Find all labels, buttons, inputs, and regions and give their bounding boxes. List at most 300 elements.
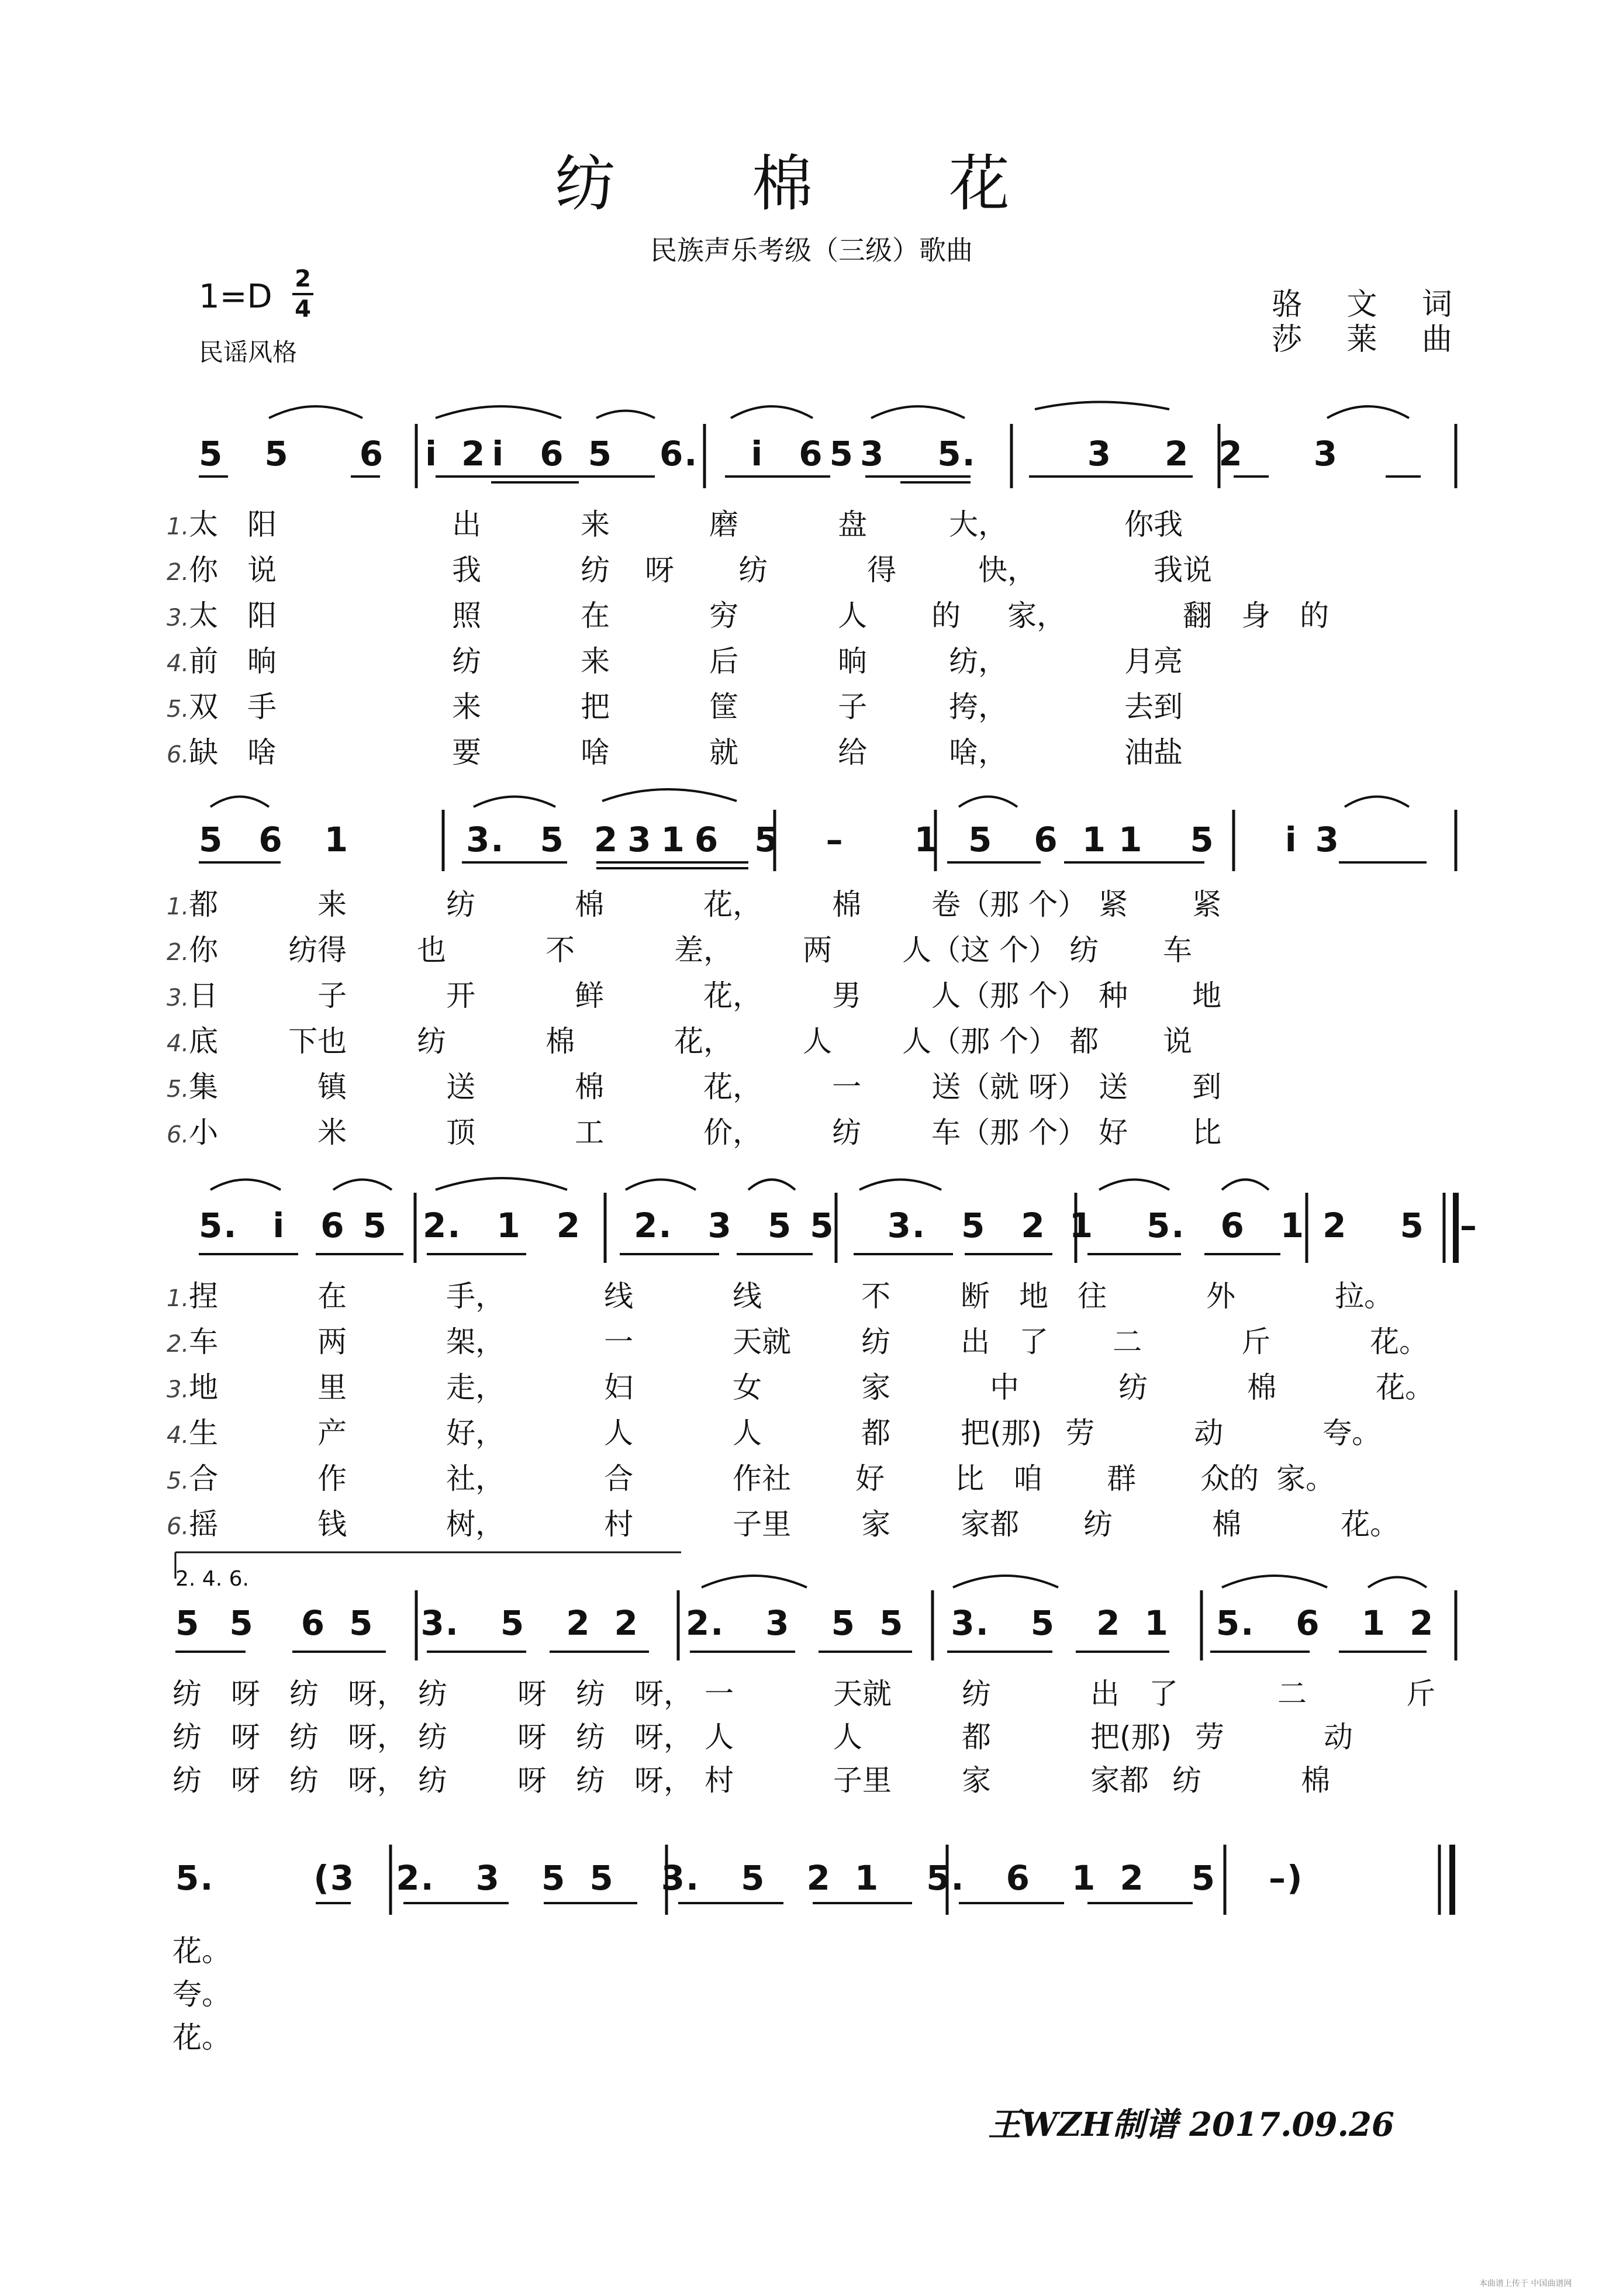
score-token: 纺得 (288, 933, 347, 967)
score-token: 前 (189, 644, 219, 678)
score-token: 好 (1099, 1116, 1128, 1149)
score-token: 底 (189, 1024, 219, 1058)
score-token: 女 (733, 1370, 762, 1404)
score-token: 你 (1124, 507, 1154, 541)
score-token: 斤 (1406, 1677, 1435, 1711)
score-token: 5. (167, 1468, 189, 1494)
score-token: 手 (247, 690, 277, 724)
score-token: 给 (838, 736, 868, 769)
score-token: 2 (1120, 1858, 1145, 1898)
score-token: 呀 (231, 1763, 260, 1797)
score-token: 5 (500, 1603, 526, 1643)
score-token: 花。 (1341, 1507, 1400, 1541)
score-token: 纺 (861, 1325, 891, 1359)
score-token: 照 (452, 599, 482, 633)
verse-1 (167, 883, 1221, 928)
score-token: 6 (1034, 820, 1059, 859)
score-token: 1 (1144, 1603, 1169, 1643)
score-token: 作社 (733, 1462, 792, 1496)
score-token: 人 (733, 1416, 762, 1450)
score-token: 5. (926, 1858, 965, 1898)
score-token: 家 (962, 1763, 991, 1797)
score-token: 价， (703, 1116, 762, 1149)
score-token: 动 (1324, 1720, 1353, 1754)
score-token: 的 (931, 599, 961, 633)
verse-4 (167, 1020, 1221, 1065)
score-token: i (751, 434, 764, 474)
verse-3 (167, 974, 1221, 1020)
score-token: 到 (1154, 690, 1183, 724)
score-token: 身 (1241, 599, 1271, 633)
score-token: 纺 (738, 553, 768, 587)
verse-6 (167, 1503, 1434, 1548)
score-token: 日 (189, 979, 219, 1013)
score-token: 3 (475, 1858, 501, 1898)
score-token: 5 (541, 1858, 567, 1898)
score-token: 比 (955, 1462, 985, 1496)
score-token: 呀， (634, 1720, 693, 1754)
score-token: 6 (1296, 1603, 1321, 1643)
score-token: 都 (1069, 1024, 1099, 1058)
score-token: 5. (167, 1076, 189, 1103)
system-5-notes (175, 1858, 1304, 1898)
score-token: 人 (705, 1720, 734, 1754)
score-token: 纺 (1118, 1370, 1148, 1404)
score-token: 2 (806, 1858, 831, 1898)
score-token: 我 (1154, 507, 1183, 541)
score-token: 车 (1163, 933, 1193, 967)
score-token: 紧 (1099, 888, 1128, 921)
score-token: 两 (317, 1325, 347, 1359)
score-token: 太 (189, 507, 219, 541)
score-token: 家都 (961, 1507, 1020, 1541)
score-token: 众的 (1200, 1462, 1259, 1496)
score-token: 纺 (962, 1677, 991, 1711)
score-token: 2. (167, 559, 189, 586)
score-token: 3 (627, 820, 652, 859)
score-token: 一 (604, 1325, 634, 1359)
score-token: 劳 (1195, 1720, 1225, 1754)
score-token: 5 (1030, 1603, 1056, 1643)
score-token: 1 (496, 1206, 522, 1245)
score-token: 动 (1194, 1416, 1224, 1450)
verse-1 (167, 503, 1329, 548)
score-token: 磨 (709, 507, 739, 541)
score-token: 啥， (949, 736, 1008, 769)
score-token: 5 (1191, 1858, 1217, 1898)
score-token: 车（那 个） (931, 1116, 1087, 1149)
score-token: 3 (707, 1206, 733, 1245)
score-token: 4. (167, 650, 189, 677)
score-token: 线 (733, 1279, 762, 1313)
score-token: 到 (1192, 1070, 1222, 1104)
score-token: i (492, 434, 505, 474)
score-token: 地 (1192, 979, 1222, 1013)
verse-4 (167, 1411, 1434, 1457)
score-token: 棉 (545, 1024, 575, 1058)
score-token: 米 (317, 1116, 347, 1149)
system-3-notes (199, 1206, 1478, 1245)
score-token: 把(那) (1090, 1720, 1172, 1754)
verse-2 (167, 1320, 1434, 1366)
score-token: 5 (199, 820, 224, 859)
score-token: 月 (1124, 644, 1154, 678)
score-token: 就 (709, 736, 739, 769)
score-token: 在 (581, 599, 610, 633)
refrain-line-2 (172, 1715, 1435, 1759)
score-token: 快， (978, 553, 1037, 587)
score-token: 纺 (446, 888, 476, 921)
score-token: 5 (829, 434, 854, 474)
score-token: 油 (1124, 736, 1154, 769)
system-1-notes (199, 434, 1338, 474)
score-token: 种 (1099, 979, 1128, 1013)
score-token: 呀， (634, 1763, 693, 1797)
score-token: 人（这 个） (902, 933, 1058, 967)
score-token: – (1459, 1206, 1478, 1245)
score-token: 6 (258, 820, 284, 859)
score-token: 1 (324, 820, 350, 859)
score-token: 盐 (1154, 736, 1183, 769)
score-token: 2. (685, 1603, 725, 1643)
time-signature-top: 2 (295, 265, 311, 292)
score-token: 人 (833, 1720, 862, 1754)
score-token: 1 (1118, 820, 1144, 859)
lyricist-credit: 骆 文 词 (1272, 287, 1470, 322)
score-token: 纺 (452, 644, 482, 678)
score-token: 呀 (517, 1677, 547, 1711)
score-token: 晌 (838, 644, 868, 678)
score-token: 拉。 (1335, 1279, 1394, 1313)
score-token: 啥 (581, 736, 610, 769)
system-2-lyrics (167, 883, 1221, 1156)
score-token: 家 (861, 1507, 891, 1541)
score-token: 送 (1099, 1070, 1128, 1104)
score-token: 村 (705, 1763, 734, 1797)
score-token: 6 (540, 434, 565, 474)
key-signature: 1=D (199, 278, 272, 316)
score-token: 一 (832, 1070, 862, 1104)
score-token: 呀， (634, 1677, 693, 1711)
score-token: 去 (1124, 690, 1154, 724)
score-token: 1 (854, 1858, 880, 1898)
song-title: 纺 棉 花 (554, 148, 1069, 219)
score-token: 走， (446, 1370, 505, 1404)
score-token: 2 (461, 434, 486, 474)
score-token: 5. (175, 1858, 215, 1898)
ending-line-2: 夸。 (172, 1977, 231, 2011)
score-token: 妇 (604, 1370, 634, 1404)
score-token: 社， (446, 1462, 505, 1496)
score-token: 天就 (833, 1677, 892, 1711)
score-token: – (826, 820, 844, 859)
score-token: 3 (1315, 820, 1341, 859)
score-token: 天就 (733, 1325, 792, 1359)
score-token: 夸。 (1322, 1416, 1382, 1450)
score-token: 了 (1149, 1677, 1178, 1711)
score-token: 棉 (832, 888, 862, 921)
score-token: 太 (189, 599, 219, 633)
score-token: 6 (301, 1603, 326, 1643)
score-token: 花， (703, 979, 762, 1013)
verse-4 (167, 640, 1329, 685)
score-token: 紧 (1192, 888, 1222, 921)
score-token: 纺 (832, 1116, 862, 1149)
verse-2 (167, 928, 1221, 974)
score-token: 2 (556, 1206, 582, 1245)
score-token: 5 (264, 434, 289, 474)
score-token: 5 (754, 820, 779, 859)
score-token: 棉 (575, 1070, 605, 1104)
score-token: 人（那 个） (902, 1024, 1058, 1058)
score-token: 往 (1078, 1279, 1107, 1313)
score-token: 呀， (348, 1763, 406, 1797)
score-token: 来 (581, 507, 610, 541)
score-token: 说 (1163, 1024, 1193, 1058)
score-token: 纺 (576, 1720, 605, 1754)
score-token: 2. (634, 1206, 673, 1245)
score-token: 3. (466, 820, 505, 859)
score-token: i (1284, 820, 1298, 859)
score-token: 双 (189, 690, 219, 724)
score-token: 大， (949, 507, 1008, 541)
score-token: 在 (317, 1279, 347, 1313)
score-token: 5 (961, 1206, 986, 1245)
score-token: 5 (1400, 1206, 1425, 1245)
score-token: 作 (317, 1462, 347, 1496)
score-token: 3 (1087, 434, 1113, 474)
score-token: 啥 (247, 736, 277, 769)
score-token: 呀 (645, 553, 675, 587)
score-token: 镇 (317, 1070, 347, 1104)
score-token: 好 (855, 1462, 885, 1496)
score-token: 咱 (1013, 1462, 1043, 1496)
score-token: 5 (767, 1206, 793, 1245)
score-token: 地 (189, 1370, 219, 1404)
verse-5 (167, 685, 1329, 731)
score-token: 合 (189, 1462, 219, 1496)
score-token: 里 (317, 1370, 347, 1404)
score-token: 3 (1313, 434, 1339, 474)
score-token: 纺 (172, 1677, 202, 1711)
score-token: 6. (167, 1513, 189, 1540)
score-token: 2 (1218, 434, 1244, 474)
score-token: 都 (861, 1416, 891, 1450)
score-token: 5. (1215, 1603, 1255, 1643)
score-token: 5 (362, 1206, 388, 1245)
score-token: 卷（那 个） (931, 888, 1087, 921)
score-token: 捏 (189, 1279, 219, 1313)
score-token: 来 (317, 888, 347, 921)
score-token: 呀， (348, 1677, 406, 1711)
score-token: 说 (247, 553, 277, 587)
score-token: 线 (604, 1279, 634, 1313)
score-token: 开 (446, 979, 476, 1013)
score-token: 2 (1021, 1206, 1046, 1245)
score-token: 1 (1361, 1603, 1386, 1643)
score-token: 架， (446, 1325, 505, 1359)
score-token: 纺 (1172, 1763, 1201, 1797)
score-token: 家 (861, 1370, 891, 1404)
score-token: 纺 (172, 1720, 202, 1754)
score-token: 棉 (575, 888, 605, 921)
score-token: 纺 (418, 1763, 447, 1797)
score-token: 1. (167, 1285, 189, 1312)
score-token: 阳 (247, 599, 277, 633)
score-token: 小 (189, 1116, 219, 1149)
score-token: 5 (199, 434, 224, 474)
score-token: 花。 (1370, 1325, 1429, 1359)
score-token: 家都 (1090, 1763, 1149, 1797)
score-token: –) (1269, 1858, 1304, 1898)
score-token: 5 (175, 1603, 201, 1643)
verse-3 (167, 1366, 1434, 1411)
score-token: 阳 (247, 507, 277, 541)
score-token: 二 (1113, 1325, 1142, 1359)
system-4-lyrics (172, 1672, 1435, 1802)
time-signature-bottom: 4 (295, 296, 311, 323)
score-token: 5 (589, 1858, 614, 1898)
score-token: 生 (189, 1416, 219, 1450)
score-token: 3. (167, 605, 189, 631)
score-token: 6. (167, 741, 189, 768)
score-token: 不 (545, 933, 575, 967)
score-token: 亮 (1154, 644, 1183, 678)
score-token: 你 (189, 553, 219, 587)
score-token: 3. (887, 1206, 926, 1245)
score-token: 晌 (247, 644, 277, 678)
score-token: 花， (703, 888, 762, 921)
score-token: 钱 (317, 1507, 347, 1541)
score-token: 摇 (189, 1507, 219, 1541)
score-token: 1. (167, 513, 189, 540)
score-token: i (425, 434, 438, 474)
score-token: 5 (968, 820, 993, 859)
score-token: 纺 (289, 1720, 319, 1754)
score-token: 6. (659, 434, 699, 474)
score-token: 挎， (949, 690, 1008, 724)
score-token: 子 (838, 690, 868, 724)
score-token: 村 (604, 1507, 634, 1541)
score-token: 3. (951, 1603, 990, 1643)
style-marking: 民谣风格 (199, 338, 298, 367)
score-token: 工 (575, 1116, 605, 1149)
score-token: 4. (167, 1422, 189, 1449)
verse-6 (167, 731, 1329, 776)
system-3-lyrics (167, 1275, 1434, 1548)
score-token: 棉 (1301, 1763, 1330, 1797)
score-token: 家。 (1276, 1462, 1335, 1496)
system-4-notes (175, 1603, 1434, 1643)
score-token: 5 (349, 1603, 374, 1643)
score-token: 2 (1096, 1603, 1121, 1643)
score-token: 合 (604, 1462, 634, 1496)
score-token: 1 (1082, 820, 1107, 859)
score-token: 纺 (289, 1677, 319, 1711)
score-token: 产 (317, 1416, 347, 1450)
score-token: 来 (581, 644, 610, 678)
score-token: 送（就 呀） (931, 1070, 1087, 1104)
verse-3 (167, 594, 1329, 640)
ending-line-3: 花。 (172, 2021, 231, 2055)
score-token: 6. (167, 1121, 189, 1148)
score-token: 2. (423, 1206, 462, 1245)
score-token: 斤 (1241, 1325, 1271, 1359)
score-token: 出 (452, 507, 482, 541)
score-token: 5. (937, 434, 976, 474)
score-token: 6 (359, 434, 385, 474)
score-token: 家， (1007, 599, 1066, 633)
site-watermark: 本曲谱上传于 中国曲谱网 (1479, 2279, 1572, 2288)
score-token: 翻 (1183, 599, 1213, 633)
score-token: 我 (452, 553, 482, 587)
score-token: 花， (674, 1024, 733, 1058)
score-token: 2. (167, 939, 189, 966)
score-token: 鲜 (575, 979, 605, 1013)
score-token: 6 (1220, 1206, 1245, 1245)
volta-bracket-label: 2. 4. 6. (175, 1567, 249, 1591)
score-token: 说 (1183, 553, 1213, 587)
score-token: 1 (1071, 1858, 1097, 1898)
score-token: 我 (1154, 553, 1183, 587)
score-token: 6 (1006, 1858, 1031, 1898)
system-2-notes (199, 820, 1340, 859)
score-token: 子里 (733, 1507, 792, 1541)
score-token: 不 (861, 1279, 891, 1313)
verse-5 (167, 1457, 1434, 1503)
song-subtitle: 民族声乐考级（三级）歌曲 (650, 234, 973, 266)
score-token: 2 (1322, 1206, 1348, 1245)
system-5-lyrics (172, 1929, 231, 2059)
score-token: 棉 (1212, 1507, 1242, 1541)
score-token: 穷 (709, 599, 739, 633)
score-token: 人 (604, 1416, 634, 1450)
score-token: 4. (167, 1030, 189, 1057)
score-token: 2. (167, 1331, 189, 1358)
score-token: 盘 (838, 507, 868, 541)
score-token: 你 (189, 933, 219, 967)
score-token: 6 (799, 434, 824, 474)
score-token: 纺 (581, 553, 610, 587)
score-token: 2 (1409, 1603, 1435, 1643)
score-token: 6 (320, 1206, 346, 1245)
score-token: 纺 (1083, 1507, 1113, 1541)
score-token: 子里 (833, 1763, 892, 1797)
score-token: 下也 (288, 1024, 347, 1058)
score-token: 花。 (1376, 1370, 1435, 1404)
verse-1 (167, 1275, 1434, 1320)
score-token: 6 (694, 820, 720, 859)
score-token: i (272, 1206, 286, 1245)
score-token: 缺 (189, 736, 219, 769)
score-token: 1 (1069, 1206, 1094, 1245)
score-token: 3. (167, 985, 189, 1011)
score-token: 好， (446, 1416, 505, 1450)
score-token: 的 (1300, 599, 1330, 633)
score-token: 子 (317, 979, 347, 1013)
score-token: 二 (1277, 1677, 1307, 1711)
system-1-lyrics (167, 503, 1329, 776)
score-token: 出 (1090, 1677, 1120, 1711)
score-token: 5 (229, 1603, 254, 1643)
score-token: 劳 (1065, 1416, 1095, 1450)
score-token: 5 (588, 434, 613, 474)
score-token: 棉 (1247, 1370, 1277, 1404)
score-token: 断 (961, 1279, 990, 1313)
score-token: 两 (803, 933, 833, 967)
score-token: 手， (446, 1279, 505, 1313)
score-token: 要 (452, 736, 482, 769)
